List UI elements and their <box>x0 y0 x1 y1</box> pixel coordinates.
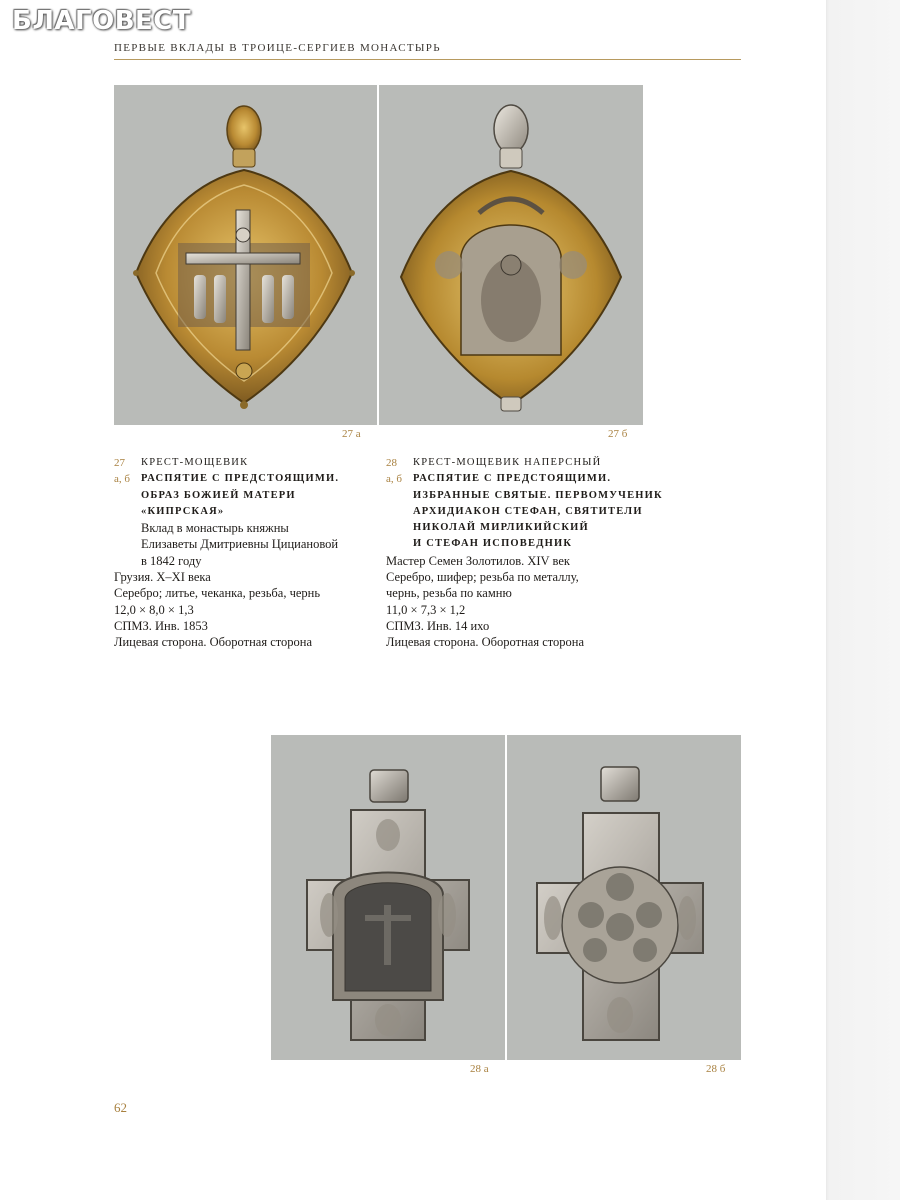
catalog-entry-27 <box>114 455 374 651</box>
detail-master: Мастер Семен Золотилов. XIV век <box>386 553 570 568</box>
figure-label-27b: 27 б <box>608 428 628 440</box>
detail-dimensions: 11,0 × 7,3 × 1,2 <box>386 602 466 617</box>
detail-material: Серебро; литье, чеканка, резьба, чернь <box>114 586 321 601</box>
detail-material-cont: чернь, резьба по камню <box>386 586 512 601</box>
reliquary-27b-illustration <box>379 85 643 425</box>
object-type: КРЕСТ-МОЩЕВИК НАПЕРСНЫЙ <box>413 457 602 468</box>
entry-subfigures: а, б <box>386 473 402 486</box>
photo-28a-pectoral-cross-front <box>271 735 505 1060</box>
entry-number: 27 <box>114 457 125 469</box>
detail-sides: Лицевая сторона. Оборотная сторона <box>386 635 585 650</box>
page-edge-shadow <box>826 0 900 1200</box>
catalog-entry-28 <box>386 455 686 651</box>
provenance-line: Елизаветы Дмитриевны Цициановой <box>141 537 339 552</box>
figure-label-28b: 28 б <box>706 1063 726 1075</box>
object-type: КРЕСТ-МОЩЕВИК <box>141 457 249 468</box>
object-title-line: НИКОЛАЙ МИРЛИКИЙСКИЙ <box>413 522 589 534</box>
detail-inventory: СПМЗ. Инв. 1853 <box>114 618 208 633</box>
detail-origin: Грузия. X–XI века <box>114 570 211 585</box>
photo-27a-reliquary-front <box>114 85 377 425</box>
detail-inventory: СПМЗ. Инв. 14 ихо <box>386 618 490 633</box>
object-title-line: АРХИДИАКОН СТЕФАН, СВЯТИТЕЛИ <box>413 505 643 517</box>
figure-label-27a: 27 а <box>342 428 361 440</box>
provenance-line: в 1842 году <box>141 553 202 568</box>
watermark-logo: БЛАГОВЕСТ <box>12 6 192 36</box>
entry-number: 28 <box>386 457 397 469</box>
object-title-line: РАСПЯТИЕ С ПРЕДСТОЯЩИМИ. <box>413 473 612 485</box>
photo-27b-reliquary-back <box>379 85 643 425</box>
detail-dimensions: 12,0 × 8,0 × 1,3 <box>114 602 194 617</box>
page-number: 62 <box>114 1100 127 1115</box>
cross-28a-illustration <box>271 735 505 1060</box>
reliquary-27a-illustration <box>114 85 377 425</box>
running-head: ПЕРВЫЕ ВКЛАДЫ В ТРОИЦЕ-СЕРГИЕВ МОНАСТЫРЬ <box>114 42 441 54</box>
figure-label-28a: 28 а <box>470 1063 489 1075</box>
detail-material: Серебро, шифер; резьба по металлу, <box>386 570 579 585</box>
provenance-line: Вклад в монастырь княжны <box>141 521 289 536</box>
object-title-line: ИЗБРАННЫЕ СВЯТЫЕ. ПЕРВОМУЧЕНИК <box>413 489 663 501</box>
entry-subfigures: а, б <box>114 473 130 486</box>
detail-sides: Лицевая сторона. Оборотная сторона <box>114 635 313 650</box>
cross-28b-illustration <box>507 735 741 1060</box>
header-divider <box>114 59 741 60</box>
object-title-line: ОБРАЗ БОЖИЕЙ МАТЕРИ «КИПРСКАЯ» <box>141 489 296 517</box>
photo-28b-pectoral-cross-back <box>507 735 741 1060</box>
object-title-line: И СТЕФАН ИСПОВЕДНИК <box>413 538 573 550</box>
object-title-line: РАСПЯТИЕ С ПРЕДСТОЯЩИМИ. <box>141 473 340 485</box>
